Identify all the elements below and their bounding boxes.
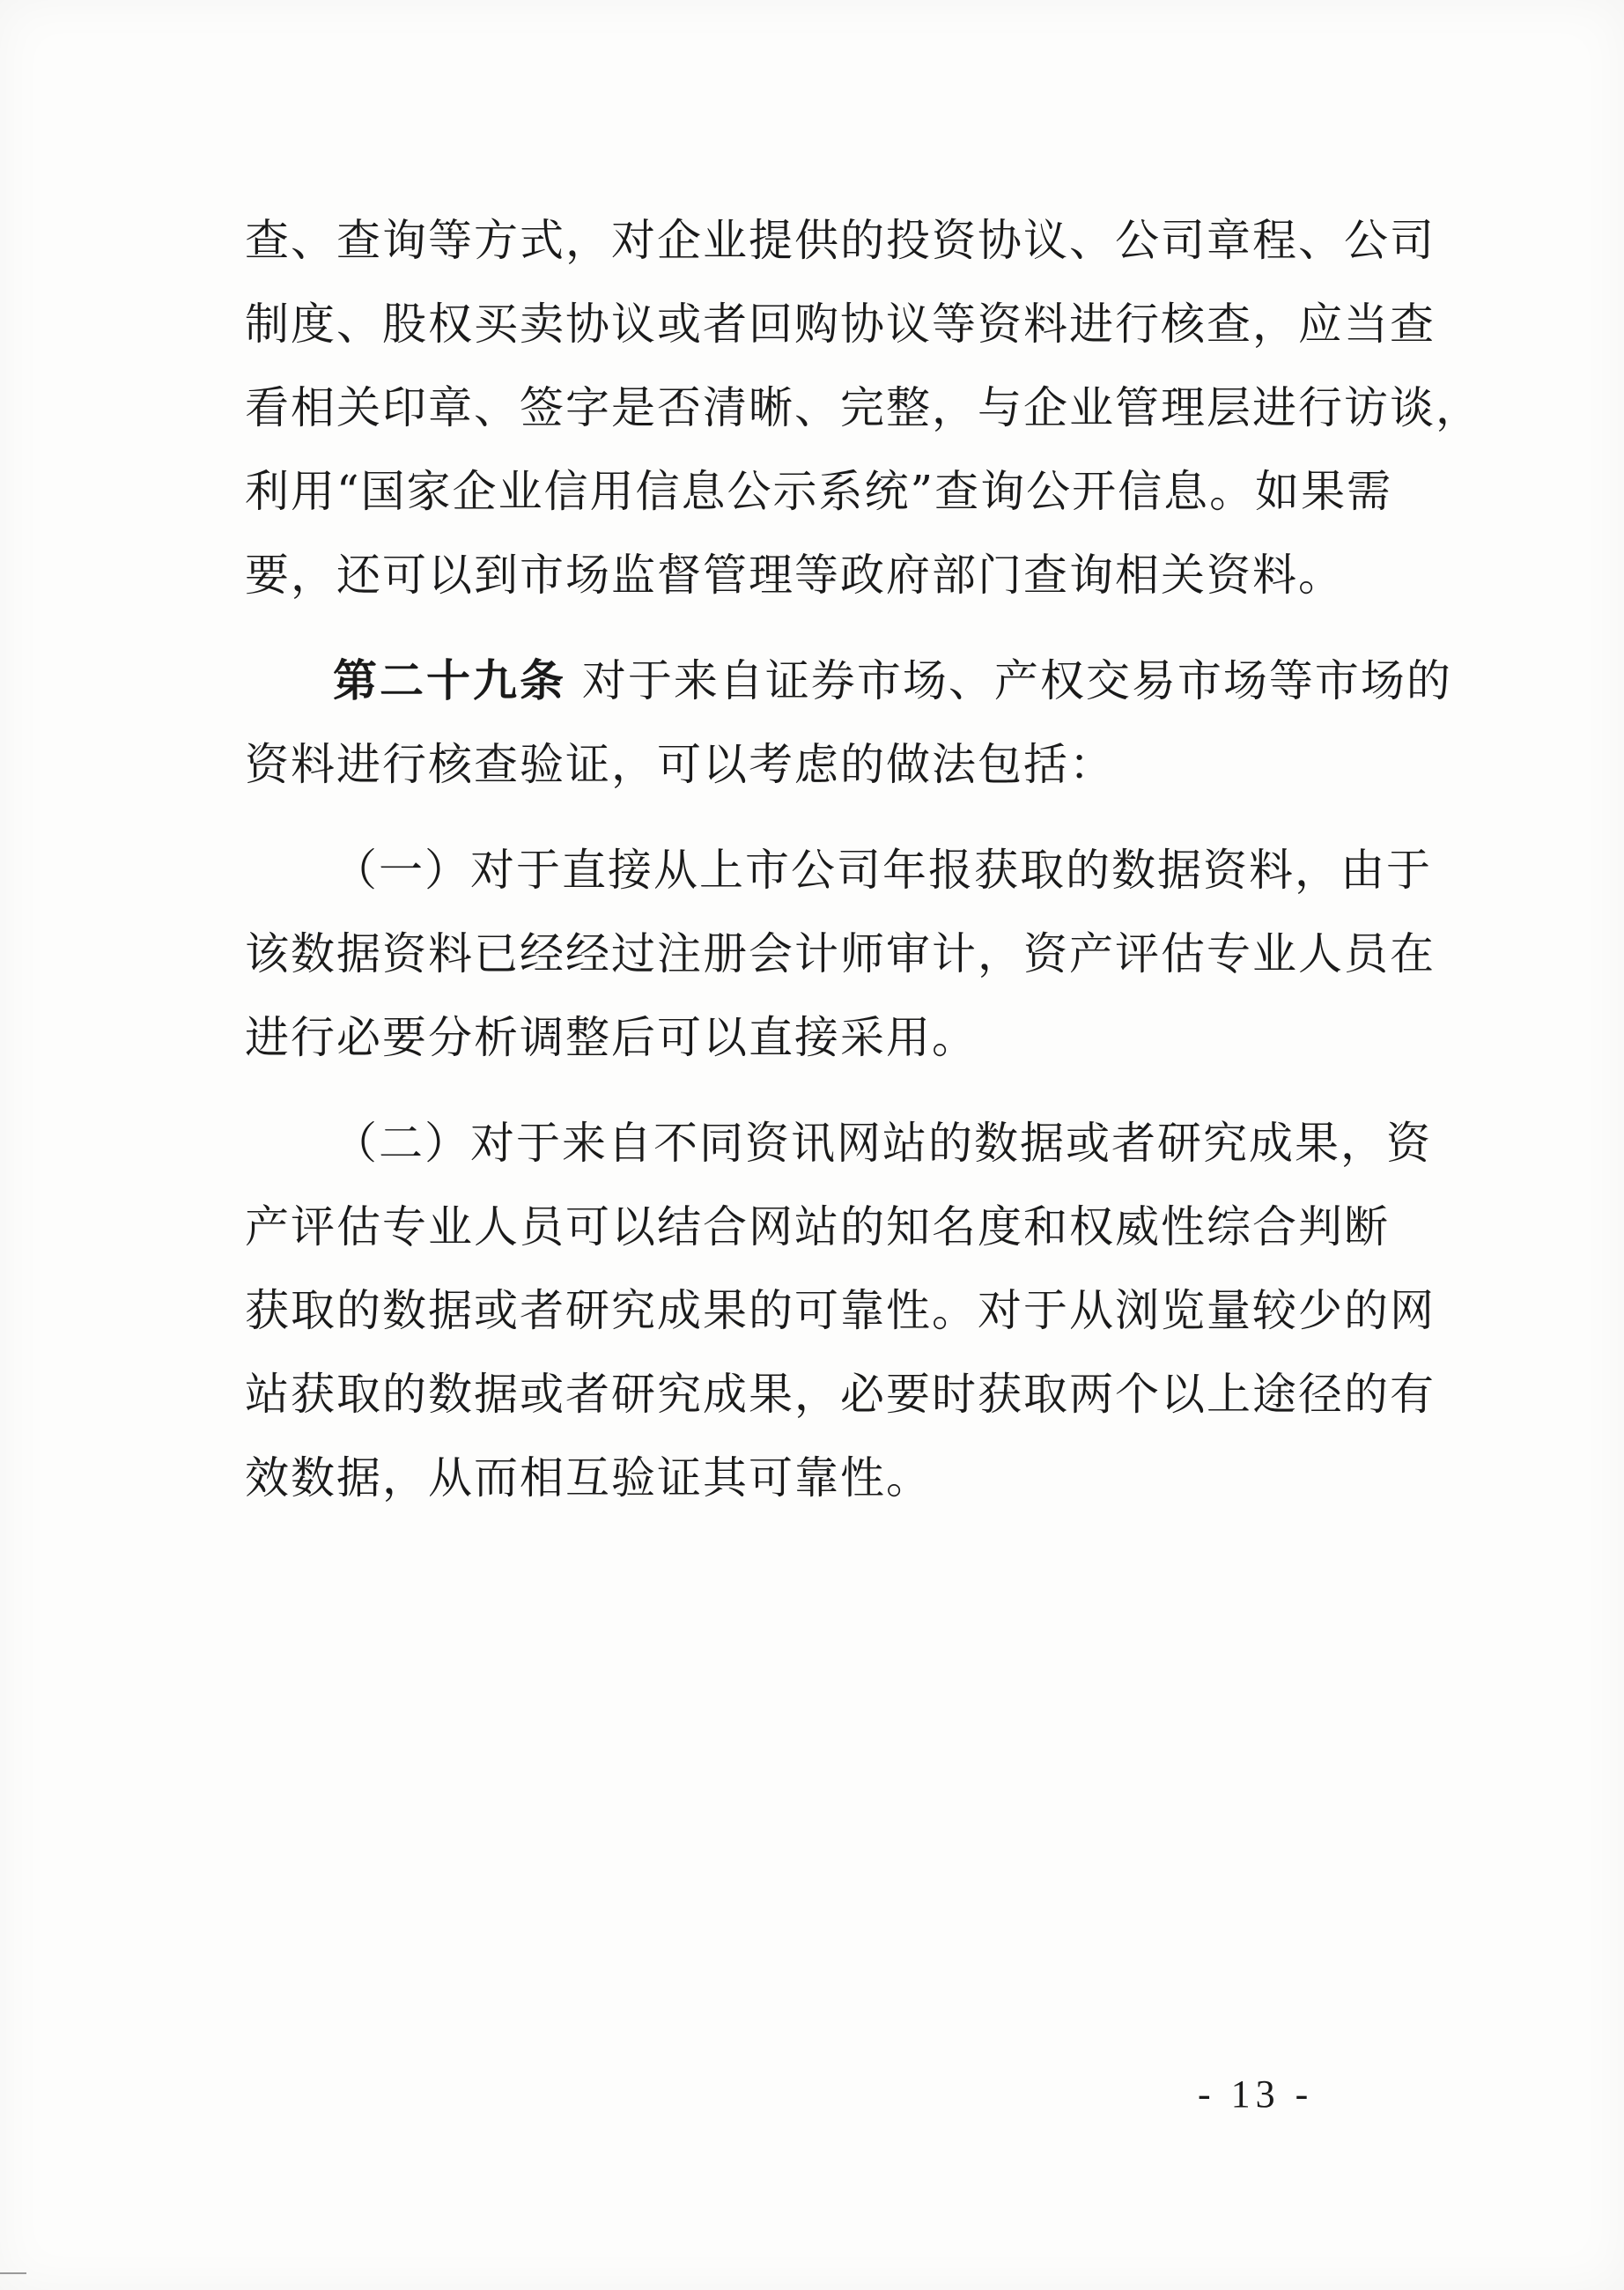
text-line: 资料进行核查验证，可以考虑的做法包括： xyxy=(245,739,1115,790)
text-line: 获取的数据或者研究成果的可靠性。对于从浏览量较少的网 xyxy=(245,1285,1436,1336)
list-item-2 xyxy=(245,1102,1436,1520)
list-item-1 xyxy=(245,829,1436,1080)
text-line: 查、查询等方式，对企业提供的投资协议、公司章程、公司 xyxy=(245,215,1436,266)
text-line: 利用“国家企业信用信息公示系统”查询公开信息。如果需 xyxy=(245,466,1393,517)
article-29 xyxy=(245,639,1452,807)
article-text: 对于来自证券市场、产权交易市场等市场的 xyxy=(581,655,1452,706)
text-line: 要，还可以到市场监督管理等政府部门查询相关资料。 xyxy=(245,550,1344,601)
article-label: 第二十九条 xyxy=(333,655,566,706)
paragraph-continuation xyxy=(245,199,1481,617)
text-line: 看相关印章、签字是否清晰、完整，与企业管理层进行访谈， xyxy=(245,382,1481,433)
scan-edge-mark xyxy=(0,2272,26,2274)
text-line: 制度、股权买卖协议或者回购协议等资料进行核查，应当查 xyxy=(245,299,1436,350)
article-first-line xyxy=(245,639,1452,723)
text-line: 该数据资料已经经过注册会计师审计，资产评估专业人员在 xyxy=(245,928,1436,979)
document-body xyxy=(245,199,1481,1520)
text-line: 站获取的数据或者研究成果，必要时获取两个以上途径的有 xyxy=(245,1369,1436,1420)
text-line: 产评估专业人员可以结合网站的知名度和权威性综合判断 xyxy=(245,1201,1390,1252)
text-line: 进行必要分析调整后可以直接采用。 xyxy=(245,1012,978,1063)
text-line: （一）对于直接从上市公司年报获取的数据资料，由于 xyxy=(333,845,1432,896)
page-number: - 13 - xyxy=(1198,2072,1314,2116)
text-line: （二）对于来自不同资讯网站的数据或者研究成果，资 xyxy=(333,1118,1432,1169)
text-line: 效数据，从而相互验证其可靠性。 xyxy=(245,1452,932,1503)
